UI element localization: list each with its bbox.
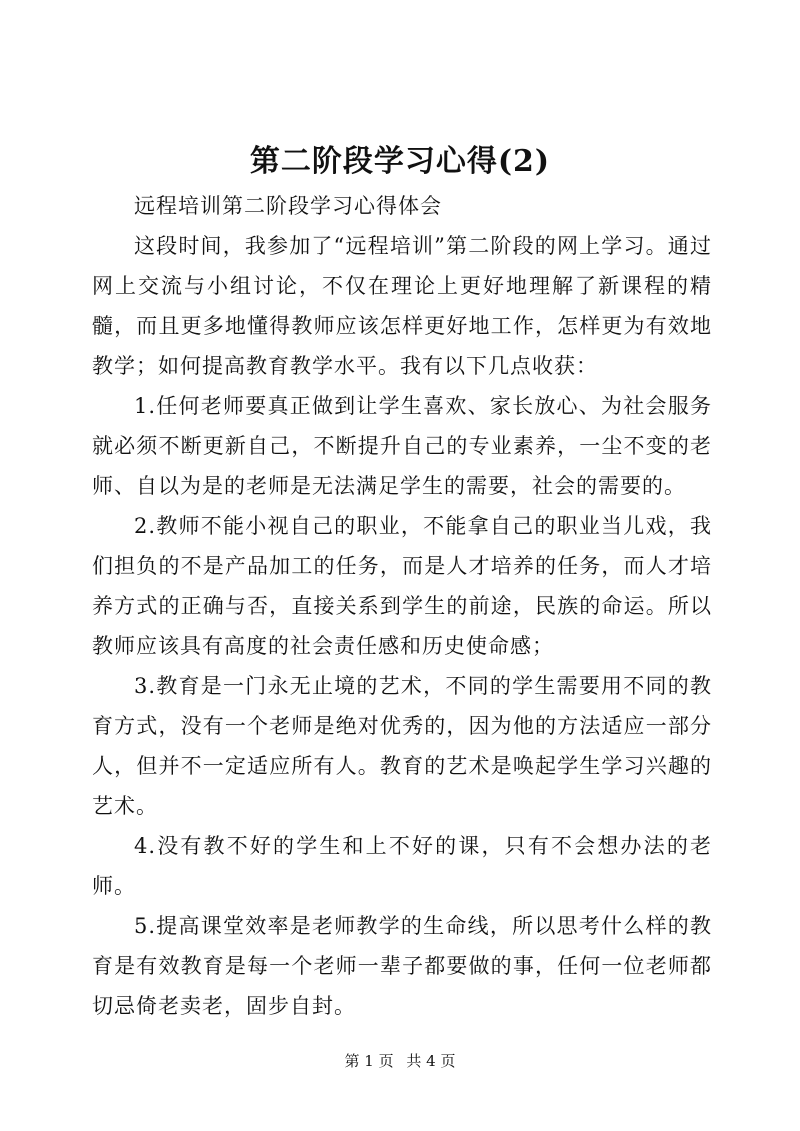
page-footer [0, 1050, 800, 1072]
intro-paragraph: 这段时间，我参加了“远程培训”第二阶段的网上学习。通过网上交流与小组讨论，不仅在理论上更好地理解了新课程的精髓，而且更多地懂得教师应该怎样更好地工作，怎样更为有效地教学；如何提高教育教学水平。我有以下几点收获： [92, 234, 712, 378]
point-4-paragraph: 4.没有教不好的学生和上不好的课，只有不会想办法的老师。 [92, 834, 712, 898]
document-title: 第二阶段学习心得(2) [249, 144, 551, 179]
point-2-paragraph: 2.教师不能小视自己的职业，不能拿自己的职业当儿戏，我们担负的不是产品加工的任务，而是人才培养的任务，而人才培养方式的正确与否，直接关系到学生的前途，民族的命运。所以教师应该具有高度的社会责任感和历史使命感； [92, 514, 712, 658]
document-body [92, 186, 712, 1026]
page-number: 第 1 页 [344, 1052, 394, 1070]
point-1-paragraph: 1.任何老师要真正做到让学生喜欢、家长放心、为社会服务就必须不断更新自己，不断提升自己的专业素养，一尘不变的老师、自以为是的老师是无法满足学生的需要，社会的需要的。 [92, 394, 712, 498]
page-total: 共 4 页 [406, 1052, 456, 1070]
point-5-paragraph: 5.提高课堂效率是老师教学的生命线，所以思考什么样的教育是有效教育是每一个老师一辈子都要做的事，任何一位老师都切忌倚老卖老，固步自封。 [92, 914, 712, 1018]
subtitle-paragraph: 远程培训第二阶段学习心得体会 [134, 194, 442, 218]
point-3-paragraph: 3.教育是一门永无止境的艺术，不同的学生需要用不同的教育方式，没有一个老师是绝对优秀的，因为他的方法适应一部分人，但并不一定适应所有人。教育的艺术是唤起学生学习兴趣的艺术。 [92, 674, 712, 818]
